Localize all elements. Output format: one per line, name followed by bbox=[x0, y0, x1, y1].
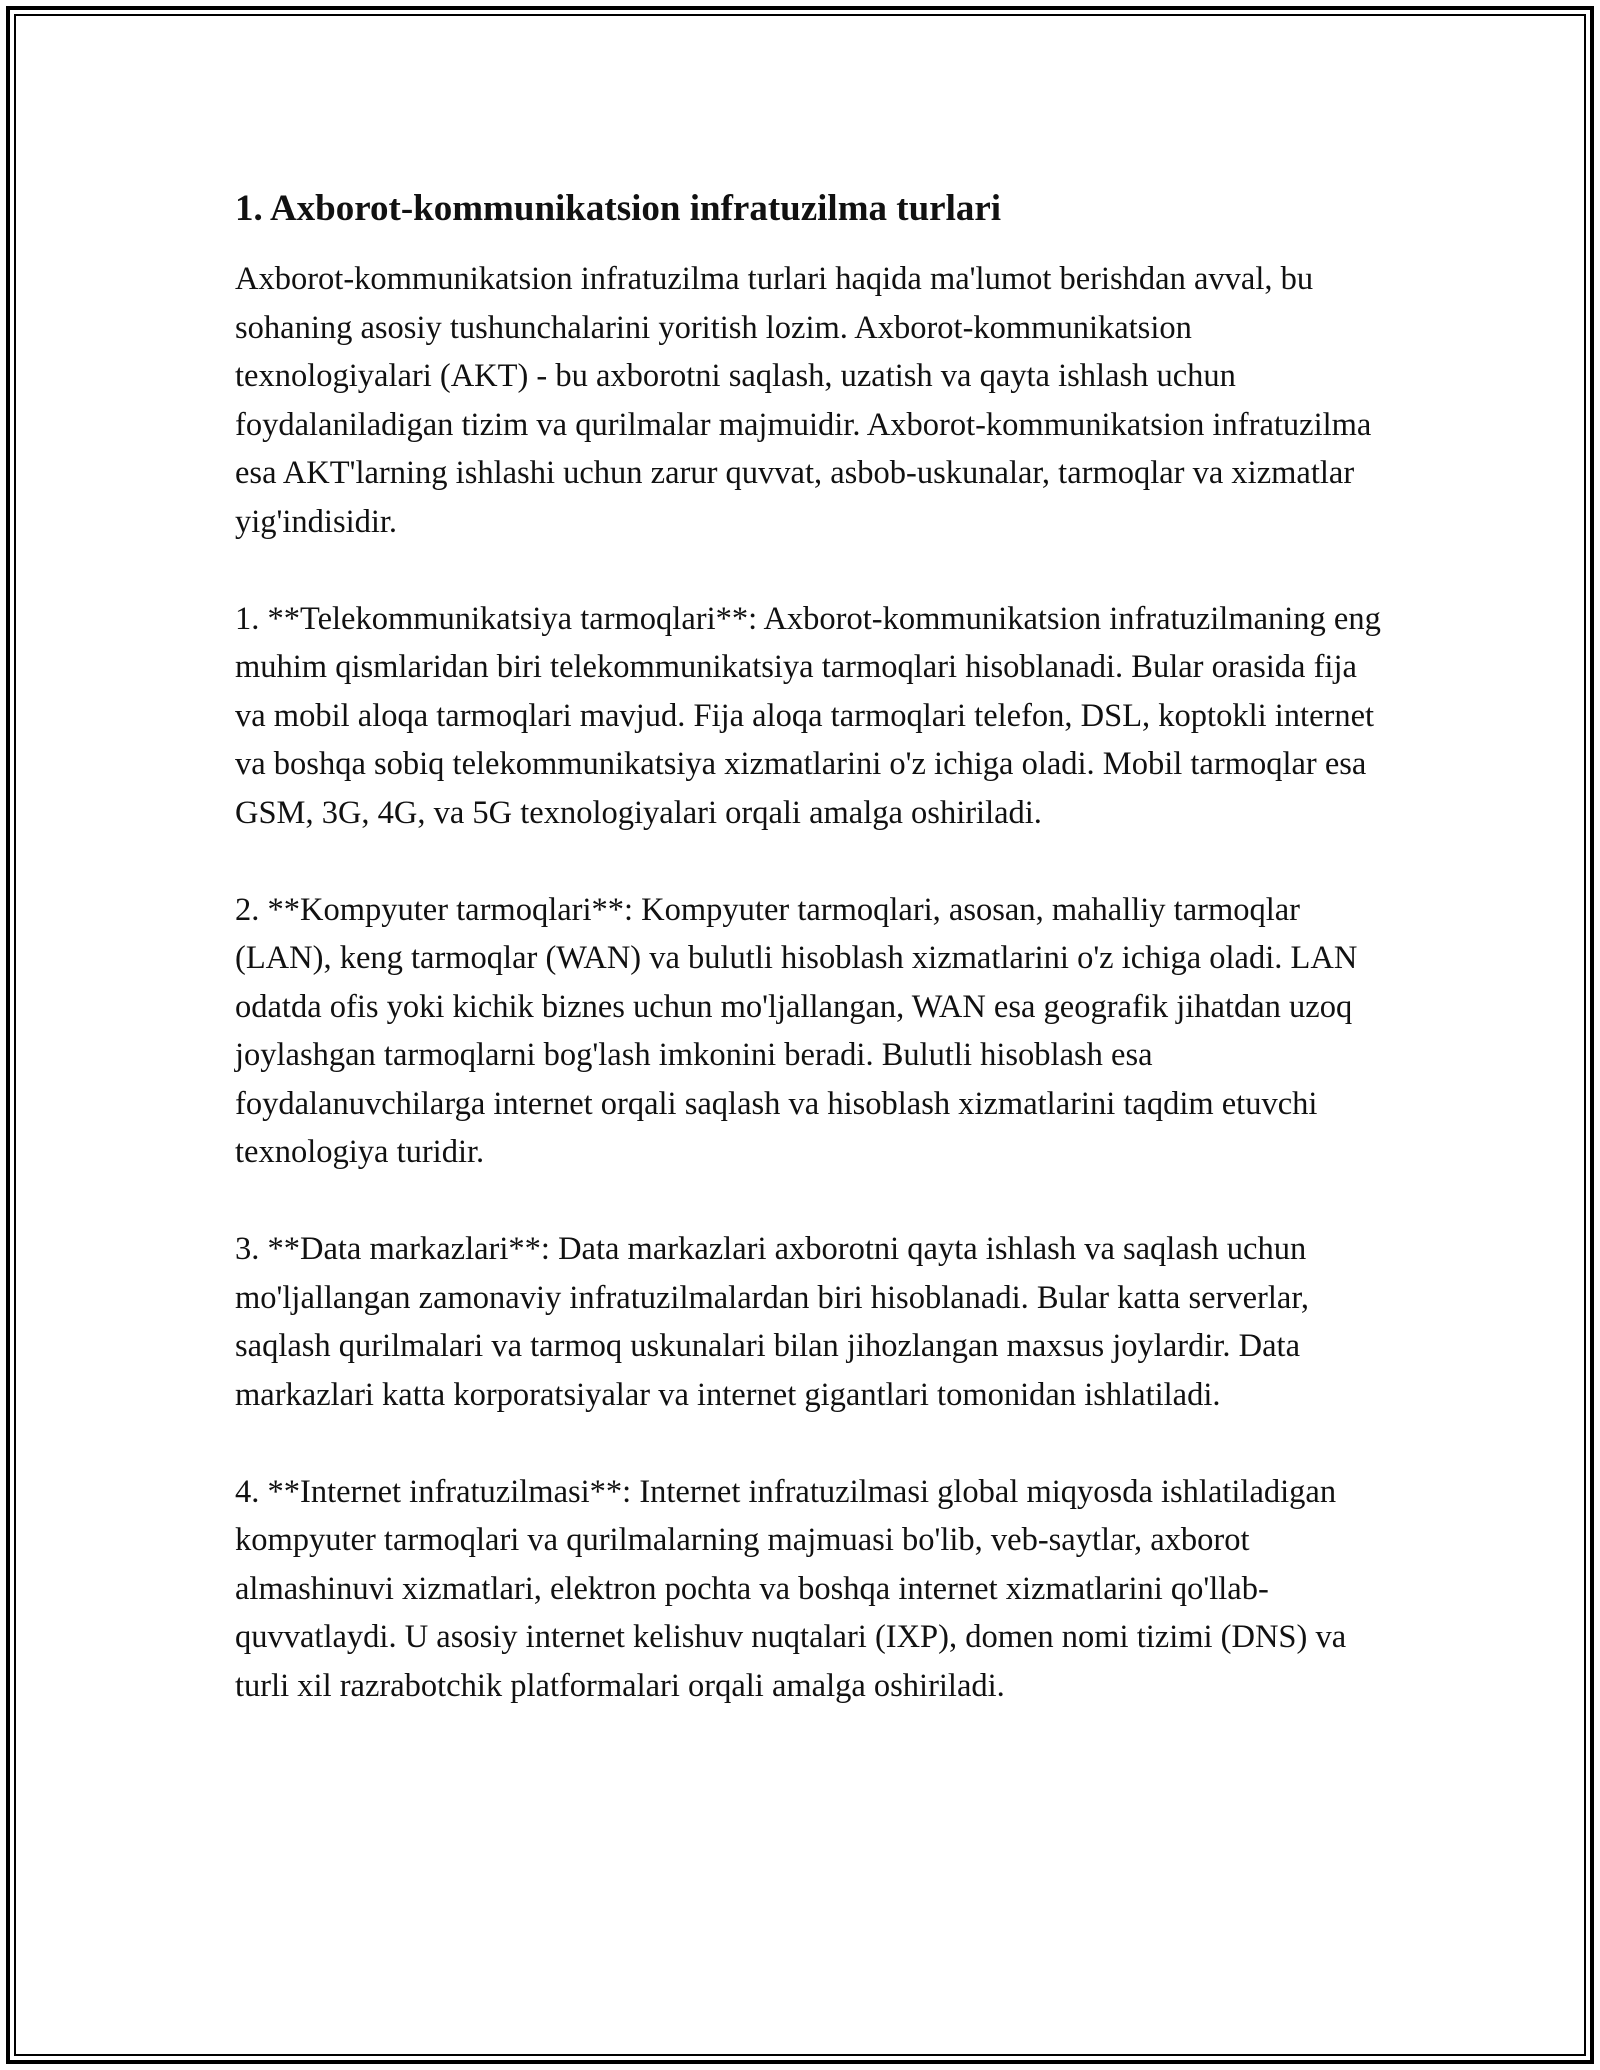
telecom-networks-paragraph: 1. **Telekommunikatsiya tarmoqlari**: Axborot-kommunikatsion infratuzilmaning eng muhim qismlaridan biri telekommunikatsiya tarmoqlari hisoblanadi. Bular orasida fija va mobil aloqa tarmoqlari mavjud. Fija aloqa tarmoqlari telefon, DSL, koptokli internet va boshqa sobiq telekommunikatsiya xizmatlarini o'z ichiga oladi. Mobil tarmoqlar esa GSM, 3G, 4G, va 5G texnologiyalari orqali amalga oshiriladi. bbox=[235, 600, 1381, 831]
document-body bbox=[235, 185, 1385, 1759]
internet-infrastructure-paragraph: 4. **Internet infratuzilmasi**: Internet infratuzilmasi global miqyosda ishlatiladigan kompyuter tarmoqlari va qurilmalarning majmuasi bo'lib, veb-saytlar, axborot almashinuvi xizmatlari, elektron pochta va boshqa internet xizmatlarini qo'llab-quvvatlaydi. U asosiy internet kelishuv nuqtalari (IXP), domen nomi tizimi (DNS) va turli xil razrabotchik platformalari orqali amalga oshiriladi. bbox=[235, 1473, 1347, 1704]
intro-paragraph: Axborot-kommunikatsion infratuzilma turlari haqida ma'lumot berishdan avval, bu sohaning asosiy tushunchalarini yoritish lozim. Axborot-kommunikatsion texnologiyalari (AKT) - bu axborotni saqlash, uzatish va qayta ishlash uchun foydalaniladigan tizim va qurilmalar majmuidir. Axborot-kommunikatsion infratuzilma esa AKT'larning ishlashi uchun zarur quvvat, asbob-uskunalar, tarmoqlar va xizmatlar yig'indisidir. bbox=[235, 261, 1372, 540]
document-title: 1. Axborot-kommunikatsion infratuzilma turlari bbox=[235, 188, 1002, 229]
computer-networks-paragraph: 2. **Kompyuter tarmoqlari**: Kompyuter tarmoqlari, asosan, mahalliy tarmoqlar (LAN), keng tarmoqlar (WAN) va bulutli hisoblash xizmatlarini o'z ichiga oladi. LAN odatda ofis yoki kichik biznes uchun mo'ljallangan, WAN esa geografik jihatdan uzoq joylashgan tarmoqlarni bog'lash imkonini beradi. Bulutli hisoblash esa foydalanuvchilarga internet orqali saqlash va hisoblash xizmatlarini taqdim etuvchi texnologiya turidir. bbox=[235, 891, 1358, 1170]
data-centers-paragraph: 3. **Data markazlari**: Data markazlari axborotni qayta ishlash va saqlash uchun mo'ljallangan zamonaviy infratuzilmalardan biri hisoblanadi. Bular katta serverlar, saqlash qurilmalari va tarmoq uskunalari bilan jihozlangan maxsus joylardir. Data markazlari katta korporatsiyalar va internet gigantlari tomonidan ishlatiladi. bbox=[235, 1231, 1309, 1413]
